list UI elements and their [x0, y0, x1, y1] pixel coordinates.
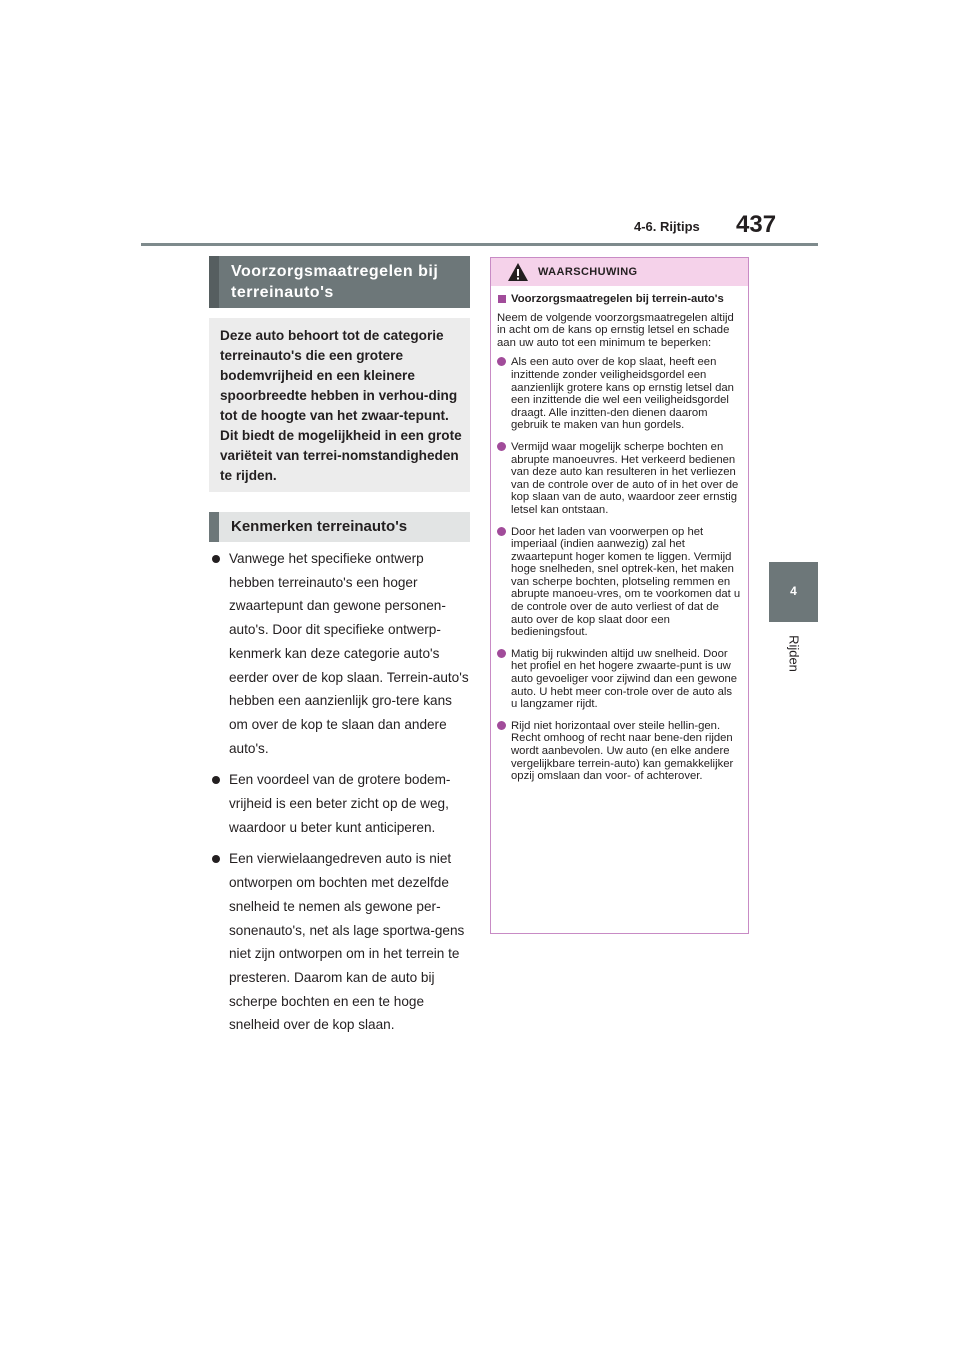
warning-intro: Neem de volgende voorzorgsmaatregelen altijd in acht om de kans op ernstig letsel en schade aan uw auto tot een minimum te beperken: — [497, 311, 734, 349]
warning-item-text: Door het laden van voorwerpen op het imperiaal (indien aanwezig) zal het zwaartepunt hoger komen te liggen. Vermijd hoge snelheden, snel optrek-ken, het maken van scherpe bochten, plotseling remmen en abrupte manoeu-vres, om te voorkomen dat u de controle over de auto verliest of dat de auto over de kop slaat door een bedieningsfout. — [511, 525, 741, 639]
warning-body — [497, 293, 741, 792]
warning-item-text: Als een auto over de kop slaat, heeft een inzittende zonder veiligheidsgordel een aanzienlijk grotere kans op ernstig letsel dan een inzittende die wel een veiligheidsgordel draagt. Alle inzitten-den dienen daarom gebruik te maken van hun gordels. — [511, 356, 734, 432]
warning-triangle-icon — [507, 262, 529, 282]
list-item-text: Een vierwielaangedreven auto is niet ontworpen om bochten met dezelfde snelheid te nemen als gewone per-sonenauto's, net als lage sportwa-gens niet zijn ontworpen om in het terrein te presteren. Daarom kan de auto bij scherpe bochten en een te hoge snelheid over de kop slaan. — [229, 851, 465, 1033]
warning-item-text: Vermijd waar mogelijk scherpe bochten en abrupte manoeuvres. Het verkeerd bedienen van deze auto kan resulteren in het verliezen van de controle over de auto of in het over de kop slaan van de auto, waardoor zeer ernstig letsel kan ontstaan. — [511, 440, 739, 516]
warning-item — [497, 356, 741, 432]
page-number: 437 — [736, 211, 777, 238]
section-heading-features — [209, 512, 470, 542]
bullet-icon — [497, 721, 506, 730]
bullet-icon — [497, 357, 506, 366]
list-item — [209, 847, 471, 1037]
square-bullet-icon — [498, 295, 506, 303]
chapter-label-wrap — [786, 632, 802, 676]
heading-accent-bar — [209, 512, 219, 542]
list-item — [209, 547, 471, 760]
warning-item — [497, 526, 741, 639]
list-item-text: Vanwege het specifieke ontwerp hebben terreinauto's een hoger zwaartepunt dan gewone personen-auto's. Door dit specifieke ontwerp-kenmerk kan deze categorie auto's eerder over de kop slaan. Terrein-auto's hebben een aanzienlijk gro-tere kans om over de kop te slaan dan andere auto's. — [229, 551, 469, 756]
chapter-number: 4 — [790, 584, 797, 598]
warning-subtitle — [497, 293, 741, 306]
warning-subtitle-text: Voorzorgsmaatregelen bij terrein-auto's — [511, 293, 724, 305]
heading-text: Voorzorgsmaatregelen bij terreinauto's — [231, 263, 439, 301]
feature-list — [209, 547, 471, 1045]
warning-item — [497, 441, 741, 517]
bullet-icon — [497, 649, 506, 658]
warning-item — [497, 720, 741, 783]
heading-text: Kenmerken terreinauto's — [231, 518, 408, 535]
section-heading-precautions — [209, 256, 470, 308]
header-rule — [141, 243, 818, 246]
warning-item-text: Rijd niet horizontaal over steile hellin-gen. Recht omhoog of recht naar bene-den rijden wordt aanbevolen. Uw auto (en elke andere vergelijkbare terrein-auto) kan gemakkelijker opzij omslaan dan voor- of achterover. — [511, 719, 734, 783]
warning-item-text: Matig bij rukwinden altijd uw snelheid. Door het profiel en het hogere zwaarte-punt is uw auto gevoeliger voor zijwind dan een gewone auto. U hebt meer con-trole over de auto als u langzamer rijdt. — [511, 647, 738, 711]
bullet-icon — [212, 855, 220, 863]
intro-text: Deze auto behoort tot de categorie terreinauto's die een grotere bodemvrijheid en een kleinere spoorbreedte hebben in verhou-ding tot de hoogte van het zwaar-tepunt. Dit biedt de mogelijkheid in een grote variëteit van terrei-nomstandigheden te rijden. — [220, 328, 462, 483]
bullet-icon — [212, 555, 220, 563]
list-item — [209, 768, 471, 839]
bullet-icon — [212, 776, 220, 784]
warning-label: WAARSCHUWING — [538, 266, 638, 278]
warning-header — [491, 258, 748, 286]
heading-accent-bar — [209, 256, 219, 308]
intro-box — [209, 318, 470, 492]
section-title: 4-6. Rijtips — [634, 219, 700, 234]
list-item-text: Een voordeel van de grotere bodem-vrijheid is een beter zicht op de weg, waardoor u beter kunt anticiperen. — [229, 772, 451, 835]
bullet-icon — [497, 442, 506, 451]
bullet-icon — [497, 527, 506, 536]
chapter-label: Rijden — [786, 635, 802, 672]
chapter-tab — [769, 562, 818, 622]
warning-box — [490, 257, 749, 934]
warning-item — [497, 648, 741, 711]
